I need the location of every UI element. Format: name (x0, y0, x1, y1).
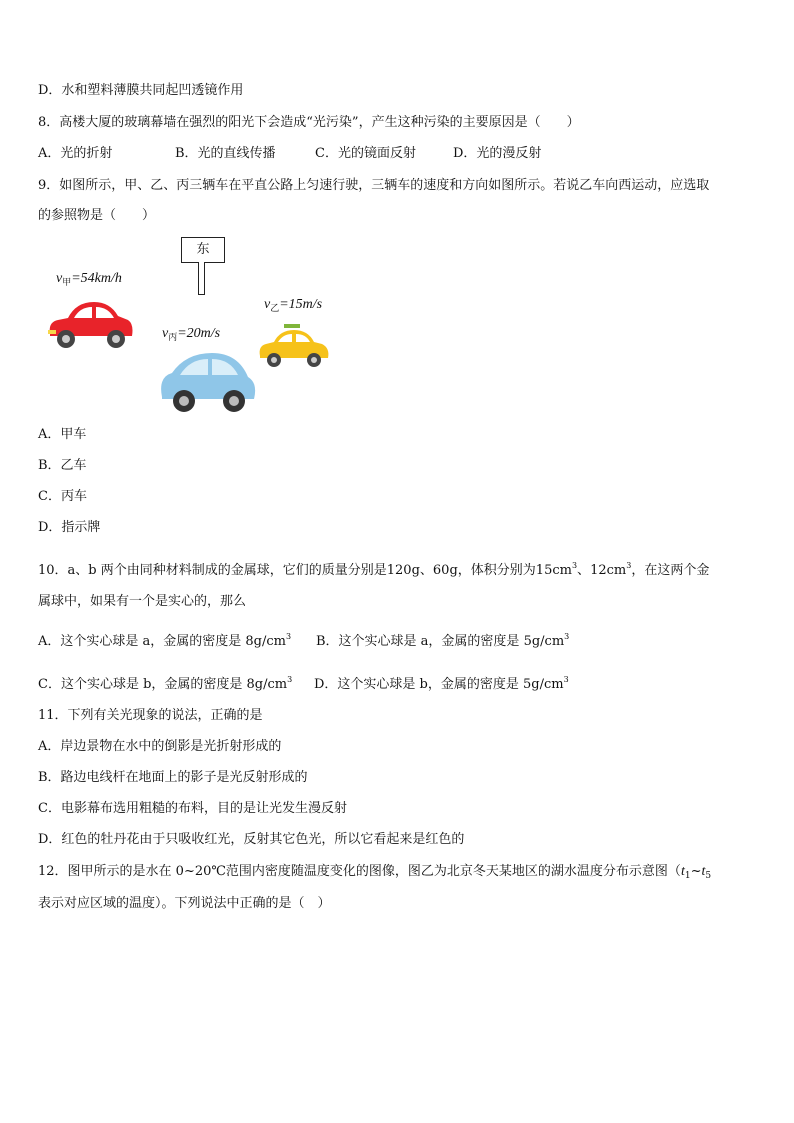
q11-stem: 11．下列有关光现象的说法，正确的是 (38, 708, 263, 723)
speed-label-jia: $v_甲=54km/h$ (56, 271, 122, 288)
q8-option-d: D．光的漫反射 (453, 146, 542, 161)
q10-option-d: D．这个实心球是 b，金属的密度是 $5g/cm^3$ (314, 675, 569, 692)
speed-label-bing: $v_丙=20m/s$ (162, 326, 221, 343)
q10-option-b: B．这个实心球是 a，金属的密度是 $5g/cm^3$ (316, 632, 570, 649)
blue-car-icon (156, 347, 260, 417)
q11-option-c: C．电影幕布选用粗糙的布料，目的是让光发生漫反射 (38, 801, 347, 816)
q11-option-d: D．红色的牡丹花由于只吸收红光，反射其它色光，所以它看起来是红色的 (38, 832, 465, 847)
q12-stem-line2: 表示对应区域的温度）。下列说法中正确的是（ ） (38, 896, 331, 911)
q8-option-b: B．光的直线传播 (175, 146, 276, 161)
q10-stem-line2: 属球中，如果有一个是实心的，那么 (38, 594, 247, 609)
yellow-car-icon (256, 320, 332, 370)
q11-option-a: A．岸边景物在水中的倒影是光折射形成的 (38, 739, 282, 754)
speed-label-yi: $v_乙=15m/s$ (264, 297, 323, 314)
q11-option-b: B．路边电线杆在地面上的影子是光反射形成的 (38, 770, 308, 785)
q9-stem-line2: 的参照物是（ ） (38, 208, 156, 223)
q9-option-d: D．指示牌 (38, 520, 101, 535)
q10-option-a: A．这个实心球是 a，金属的密度是 $8g/cm^3$ (38, 632, 292, 649)
sign-pole (198, 262, 205, 295)
q12-stem-line1: 12．图甲所示的是水在 0~20℃范围内密度随温度变化的图像，图乙为北京冬天某地区的湖水温度分布示意图（$t_1\sim t_5$ (38, 864, 712, 881)
q9-option-a: A．甲车 (38, 427, 87, 442)
q9-figure (38, 232, 358, 422)
q8-option-a: A．光的折射 (38, 146, 113, 161)
q7-option-d: D．水和塑料薄膜共同起凹透镜作用 (38, 83, 244, 98)
q8-option-c: C．光的镜面反射 (315, 146, 416, 161)
q10-stem-line1: 10．a、b 两个由同种材料制成的金属球，它们的质量分别是120g、60g，体积分别为$15cm^3$、$12cm^3$，在这两个金 (38, 561, 710, 578)
q9-stem-line1: 9．如图所示，甲、乙、丙三辆车在平直公路上匀速行驶，三辆车的速度和方向如图所示。若说乙车向西运动，应选取 (38, 178, 710, 193)
q8-stem: 8．高楼大厦的玻璃幕墙在强烈的阳光下会造成“光污染”，产生这种污染的主要原因是（ ） (38, 115, 580, 130)
q10-option-c: C．这个实心球是 b，金属的密度是 $8g/cm^3$ (38, 675, 293, 692)
q9-option-c: C．丙车 (38, 489, 87, 504)
q9-option-b: B．乙车 (38, 458, 87, 473)
red-car-icon (44, 294, 136, 354)
direction-sign: 东 (181, 237, 225, 263)
